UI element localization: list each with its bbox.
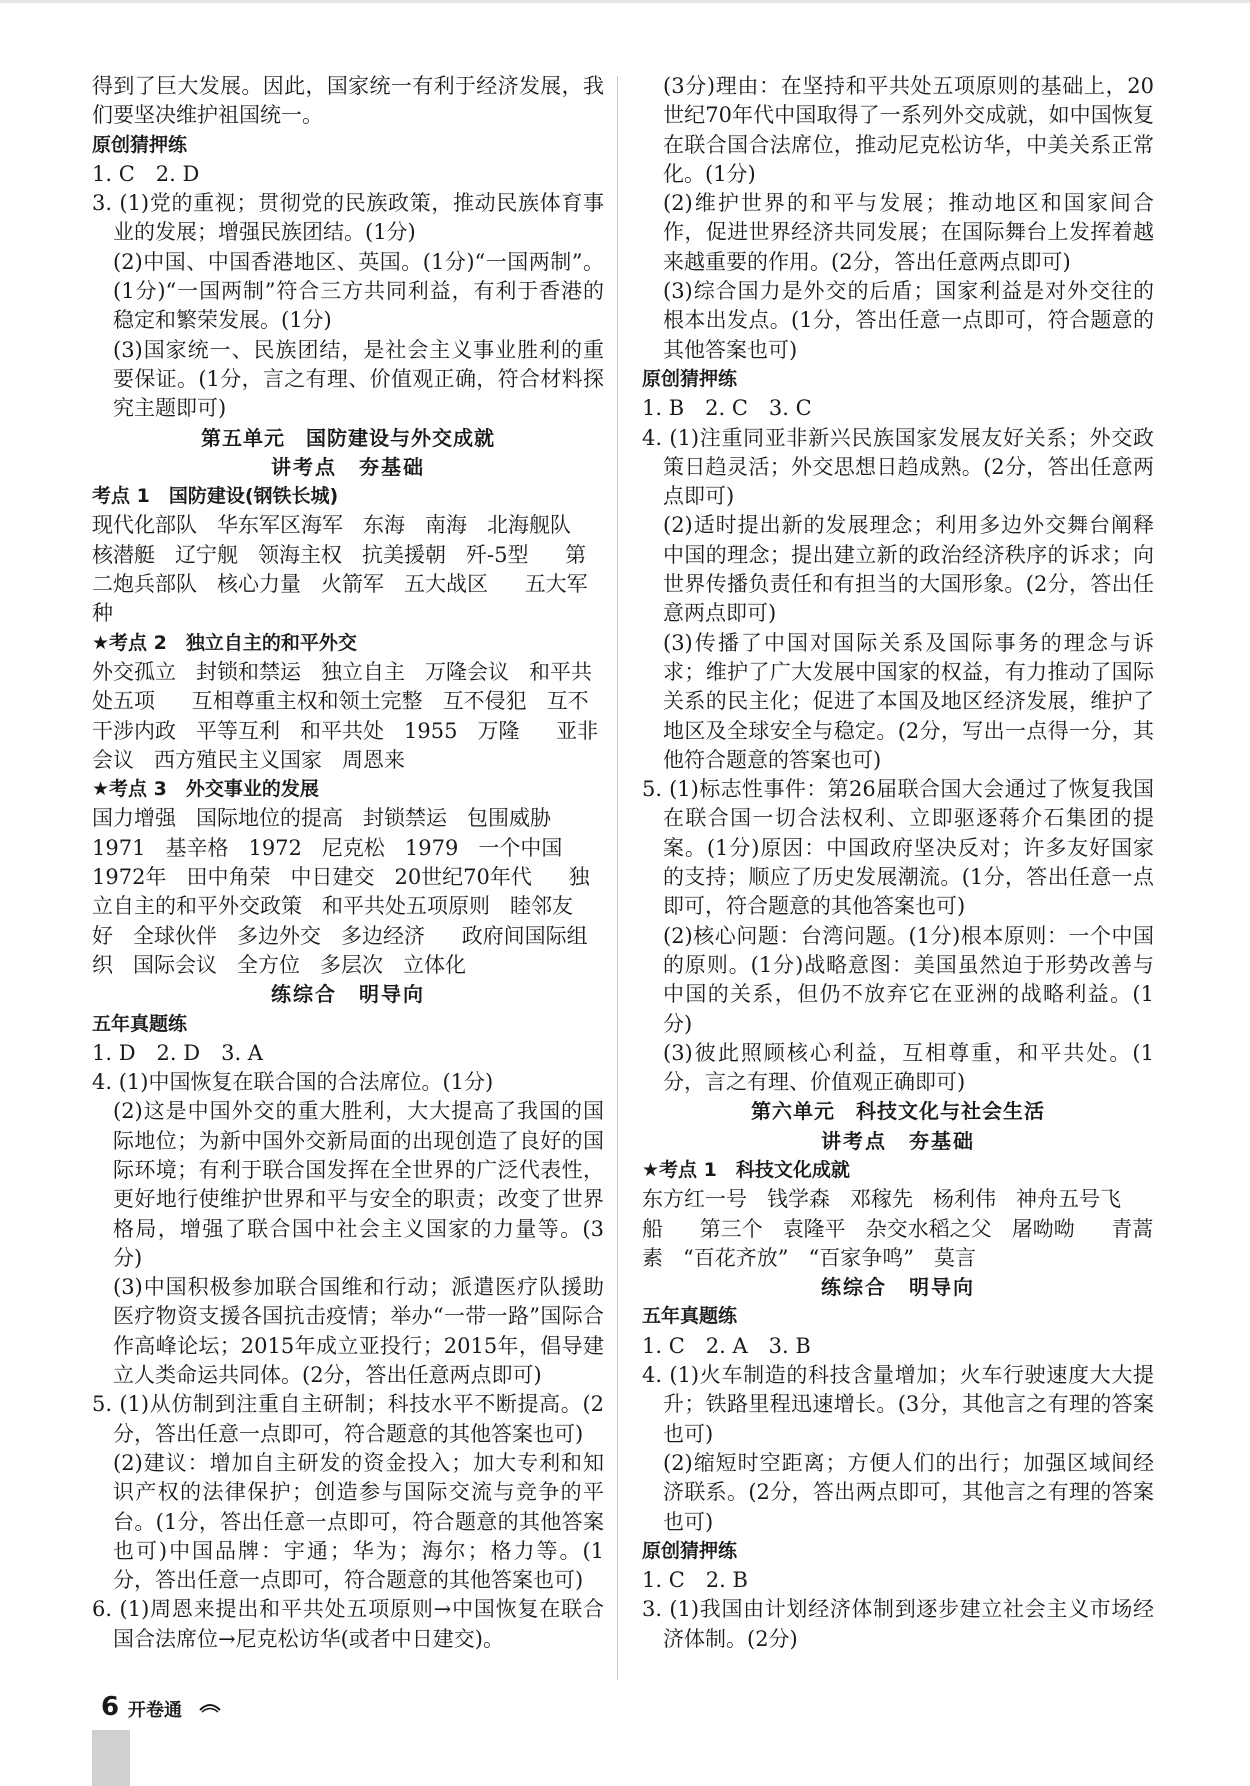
page-number: 6 [101,1692,120,1722]
answer-paragraph: (2)适时提出新的发展理念；利用多边外交舞台阐释中国的理念；提出建立新的政治经济秩序的诉求；向世界传播负责任和有担当的大国形象。(2分，答出任意两点即可) [663,513,1154,626]
top-rule [0,0,1250,3]
term: 1971 [92,835,146,860]
section-heading: 原创猜押练 [642,1539,738,1562]
key-point-heading: ★考点 3 外交事业的发展 [92,778,319,801]
term: 互不干涉内政 [92,689,589,743]
unit-title: 第六单元 科技文化与社会生活 [751,1099,1045,1124]
term: 基辛格 [165,835,229,860]
answer-paragraph: 4. (1)注重同亚非新兴民族国家发展友好关系；外交政策日趋灵活；外交思想日趋成熟。(2分，答出任意两点即可) [642,425,1154,509]
term: 核心力量 [217,572,301,597]
term: 封锁和禁运 [196,659,301,684]
answer-line: 1. C 2. A 3. B [642,1333,811,1358]
answer-paragraph: (3)中国积极参加联合国维和行动；派遣医疗队援助医疗物资支援各国抗击疫情；举办“一带一路”国际合作高峰论坛；2015年成立亚投行；2015年，倡导建立人类命运共同体。(2分，答出任意两点即可) [113,1275,604,1388]
term: 全方位 [237,952,300,977]
answer-paragraph: (2)这是中国外交的重大胜利，大大提高了我国的国际地位；为新中国外交新局面的出现创造了良好的国际环境；有利于联合国发挥在全世界的广泛代表性，更好地行使维护世界和平与安全的职责；改变了世界格局，增强了联合国中社会主义国家的力量等。(3分) [113,1099,604,1270]
term: 西方殖民主义国家 [154,747,322,772]
corner-tab [92,1730,130,1786]
term: 抗美援朝 [362,542,446,567]
term: 独立自主 [321,659,405,684]
answer-paragraph: (3)传播了中国对国际关系及国际事务的理念与诉求；维护了广大发展中国家的权益，有力推动了国际关系的民主化；促进了本国及地区经济发展，维护了地区及全球安全与稳定。(2分，写出一点得一分，其他符合题意的答案也可) [663,630,1154,772]
term: 封锁禁运 [363,806,447,831]
term: 华东军区海军 [217,513,343,538]
key-terms [92,804,604,980]
term: 尼克松 [321,835,385,860]
term: 北海舰队 [487,513,571,538]
answer-paragraph: 4. (1)中国恢复在联合国的合法席位。(1分) [92,1070,494,1095]
term: 1972年 [92,865,167,890]
term: 平等互利 [196,718,280,743]
term: 和平共处五项 [92,659,592,714]
answer-paragraph: 5. (1)从仿制到注重自主研制；科技水平不断提高。(2分，答出任意一点即可，符合题意的其他答案也可) [92,1392,604,1446]
answer-paragraph: 3. (1)党的重视；贯彻党的民族政策，推动民族体育事业的发展；增强民族团结。(1分) [92,191,604,245]
column-divider [617,76,618,1680]
term: 独立自主的和平外交政策 [92,865,590,919]
term: 包围威胁 [467,806,551,831]
term: 邓稼先 [850,1187,913,1212]
section-heading: 原创猜押练 [92,133,188,156]
term: 亚非会议 [92,718,599,772]
answer-line: 1. C 2. D [92,161,200,186]
term: 田中角荣 [186,865,271,890]
term: 领海主权 [258,542,342,567]
term: 东海 [363,513,405,538]
left-column [92,72,604,1654]
term: 屠呦呦 [1011,1216,1075,1241]
term: 多层次 [320,952,383,977]
key-point-heading: 考点 1 国防建设(钢铁长城) [92,485,339,508]
term: 袁隆平 [782,1216,846,1241]
answer-paragraph: (3分)理由：在坚持和平共处五项原则的基础上，20世纪70年代中国取得了一系列外交成就，如中国恢复在联合国合法席位，推动尼克松访华，中美关系正常化。(1分) [663,74,1154,186]
term: “百家争鸣” [808,1245,914,1270]
key-point-heading: ★考点 2 独立自主的和平外交 [92,631,357,654]
term: 核潜艇 [92,542,155,567]
term: 周恩来 [342,747,405,772]
term: 互不侵犯 [442,689,527,714]
term: 政府间国际组织 [92,923,588,977]
term: 多边外交 [237,923,321,948]
subsection-title: 讲考点 夯基础 [271,454,425,479]
term: 外交孤立 [92,659,176,684]
term: 国际会议 [133,952,217,977]
page-footer [92,1692,392,1786]
answer-paragraph: (2)维护世界的和平与发展；推动地区和国家间合作，促进世界经济共同发展；在国际舞台上发挥着越来越重要的作用。(2分，答出任意两点即可) [663,191,1154,274]
term: 万隆会议 [425,659,509,684]
term: 第三个 [699,1216,763,1241]
term: 青蒿素 [642,1216,1154,1270]
subsection-title: 讲考点 夯基础 [821,1128,975,1153]
term: 国际地位的提高 [196,806,343,831]
term: 钱学森 [767,1187,830,1212]
term: 1979 [404,835,459,860]
term: 国力增强 [92,806,176,831]
section-heading: 五年真题练 [92,1012,188,1035]
term: 立体化 [403,952,466,977]
key-point-heading: ★考点 1 科技文化成就 [642,1158,850,1181]
term: 一个中国 [478,835,563,860]
answer-paragraph: (2)缩短时空距离；方便人们的出行；加强区域间经济联系。(2分，答出两点即可，其他言之有理的答案也可) [663,1450,1154,1534]
term: 辽宁舰 [175,542,238,567]
term: 万隆 [477,718,520,743]
answer-line: 1. D 2. D 3. A [92,1040,263,1065]
brand-name: 开卷通 [128,1700,182,1721]
answer-paragraph: 6. (1)周恩来提出和平共处五项原则→中国恢复在联合国合法席位→尼克松访华(或者中日建交)。 [92,1597,604,1651]
answer-paragraph: (2)核心问题：台湾问题。(1分)根本原则：一个中国的原则。(1分)战略意图：美国虽然迫于形势改善与中国的关系，但仍不放弃它在亚洲的战略利益。(1分) [663,923,1154,1036]
answer-paragraph: (3)国家统一、民族团结，是社会主义事业胜利的重要保证。(1分，言之有理、价值观正确，符合材料探究主题即可) [113,337,604,421]
section-heading: 五年真题练 [642,1305,738,1328]
key-terms [92,658,604,775]
term: 火箭军 [321,572,384,597]
term: 1972 [248,835,302,860]
term: 歼-5型 [466,542,529,567]
term: 杂交水稻之父 [865,1216,992,1241]
subsection-title: 练综合 明导向 [271,982,425,1007]
answer-line: 1. B 2. C 3. C [642,396,812,421]
term: 东方红一号 [642,1187,747,1212]
unit-title: 第五单元 国防建设与外交成就 [201,425,495,450]
answer-paragraph: (2)中国、中国香港地区、英国。(1分)“一国两制”。(1分)“一国两制”符合三方共同利益，有利于香港的稳定和繁荣发展。(1分) [113,249,604,333]
term: 和平共处五项原则 [322,894,490,919]
term: 五大战区 [404,572,488,597]
key-terms [642,1185,1154,1273]
answer-paragraph: 4. (1)火车制造的科技含量增加；火车行驶速度大大提升；铁路里程迅速增长。(3分，其他言之有理的答案也可) [642,1363,1154,1446]
book-icon [198,1698,222,1714]
answer-line: 1. C 2. B [642,1568,748,1593]
answer-paragraph: (2)建议：增加自主研发的资金投入；加大专利和知识产权的法律保护；创造参与国际交流与竞争的平台。(1分，答出任意一点即可，符合题意的其他答案也可)中国品牌：宇通；华为；海尔；格力等。(1分，答出任意一点即可，符合题意的其他答案也可) [113,1450,604,1593]
answer-paragraph: (3)综合国力是外交的后盾；国家利益是对外交往的根本出发点。(1分，答出任意一点即可，符合题意的其他答案也可) [663,279,1154,362]
intro-text: 得到了巨大发展。因此，国家统一有利于经济发展，我们要坚决维护祖国统一。 [92,74,604,128]
answer-paragraph: 3. (1)我国由计划经济体制到逐步建立社会主义市场经济体制。(2分) [642,1597,1154,1651]
section-heading: 原创猜押练 [642,367,738,390]
term: 杨利伟 [933,1187,996,1212]
term: 20世纪70年代 [394,865,532,890]
right-column [642,72,1154,1654]
term: 第二炮兵部队 [92,542,587,597]
term: 中日建交 [290,865,375,890]
term: 1955 [404,718,458,743]
subsection-title: 练综合 明导向 [821,1275,975,1300]
term: 全球伙伴 [133,923,217,948]
term: “百花齐放” [683,1245,789,1270]
term: 和平共处 [300,718,384,743]
term: 睦邻友好 [92,894,573,948]
term: 五大军种 [92,572,588,626]
term: 莫言 [933,1245,976,1270]
term: 现代化部队 [92,513,197,538]
term: 神舟五号飞船 [642,1187,1121,1241]
answer-paragraph: 5. (1)标志性事件：第26届联合国大会通过了恢复我国在联合国一切合法权利、立即驱逐蒋介石集团的提案。(1分)原因：中国政府坚决反对；许多友好国家的支持；顺应了历史发展潮流。(1分，答出任意一点即可，符合题意的其他答案也可) [642,777,1154,919]
key-terms [92,511,604,628]
term: 多边经济 [341,923,425,948]
answer-paragraph: (3)彼此照顾核心利益，互相尊重，和平共处。(1分，言之有理、价值观正确即可) [663,1040,1154,1095]
term: 互相尊重主权和领土完整 [191,689,423,714]
term: 南海 [425,513,467,538]
